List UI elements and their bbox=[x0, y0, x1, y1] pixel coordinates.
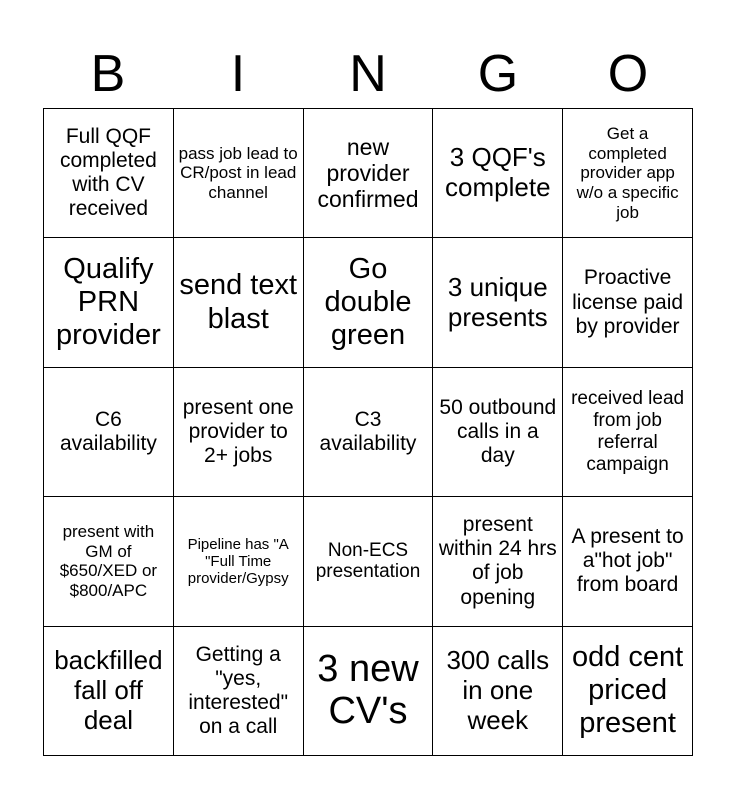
bingo-cell[interactable] bbox=[433, 368, 563, 497]
bingo-cell[interactable] bbox=[433, 109, 563, 238]
bingo-cell[interactable] bbox=[174, 109, 304, 238]
cell-text: odd cent priced present bbox=[571, 640, 684, 740]
cell-text: Pipeline has "A "Full Time provider/Gypsy bbox=[187, 535, 289, 588]
bingo-cell[interactable] bbox=[433, 627, 563, 756]
cell-text: C6 availability bbox=[59, 407, 157, 455]
cell-text: C3 availability bbox=[319, 407, 417, 455]
bingo-header bbox=[43, 40, 693, 108]
cell-text: present one provider to 2+ jobs bbox=[182, 395, 294, 468]
bingo-cell[interactable] bbox=[563, 238, 693, 367]
bingo-cell[interactable] bbox=[563, 497, 693, 626]
bingo-cell[interactable] bbox=[304, 238, 434, 367]
cell-text: Get a completed provider app w/o a specific job bbox=[576, 124, 679, 222]
bingo-cell[interactable] bbox=[433, 238, 563, 367]
bingo-board bbox=[43, 108, 693, 756]
header-letter-b: B bbox=[90, 45, 126, 103]
bingo-cell[interactable] bbox=[563, 627, 693, 756]
cell-text: 3 new CV's bbox=[317, 647, 419, 732]
bingo-cell[interactable] bbox=[44, 368, 174, 497]
bingo-cell[interactable] bbox=[563, 368, 693, 497]
bingo-cell[interactable] bbox=[174, 627, 304, 756]
bingo-cell[interactable] bbox=[174, 238, 304, 367]
bingo-cell[interactable] bbox=[44, 109, 174, 238]
bingo-cell[interactable] bbox=[304, 497, 434, 626]
header-letter-o: O bbox=[607, 45, 649, 103]
bingo-cell[interactable] bbox=[44, 497, 174, 626]
bingo-cell[interactable] bbox=[304, 368, 434, 497]
cell-text: backfilled fall off deal bbox=[54, 644, 163, 735]
cell-text: present with GM of $650/XED or $800/APC bbox=[59, 522, 158, 600]
cell-text: received lead from job referral campaign bbox=[571, 388, 685, 475]
bingo-cell[interactable] bbox=[304, 627, 434, 756]
header-letter-g: G bbox=[477, 45, 519, 103]
cell-text: Proactive license paid by provider bbox=[572, 266, 684, 338]
cell-text: Non-ECS presentation bbox=[315, 539, 421, 583]
cell-text: 300 calls in one week bbox=[446, 644, 550, 735]
bingo-cell[interactable] bbox=[563, 109, 693, 238]
header-letter-n: N bbox=[349, 45, 387, 103]
bingo-cell[interactable] bbox=[174, 497, 304, 626]
cell-text: send text blast bbox=[179, 269, 298, 335]
bingo-cell[interactable] bbox=[174, 368, 304, 497]
cell-text: Getting a "yes, interested" on a call bbox=[188, 642, 289, 738]
bingo-cell[interactable] bbox=[44, 627, 174, 756]
cell-text: A present to a"hot job" from board bbox=[571, 525, 684, 597]
header-letter-i: I bbox=[230, 45, 246, 103]
cell-text: new provider confirmed bbox=[317, 133, 419, 213]
cell-text: 3 QQF's complete bbox=[445, 142, 551, 203]
bingo-cell[interactable] bbox=[44, 238, 174, 367]
bingo-cell[interactable] bbox=[304, 109, 434, 238]
cell-text: Go double green bbox=[324, 252, 412, 352]
cell-text: Qualify PRN provider bbox=[56, 252, 161, 352]
cell-text: pass job lead to CR/post in lead channel bbox=[178, 143, 298, 202]
cell-text: 3 unique presents bbox=[447, 271, 548, 332]
bingo-cell[interactable] bbox=[433, 497, 563, 626]
cell-text: 50 outbound calls in a day bbox=[439, 395, 557, 468]
cell-text: Full QQF completed with CV received bbox=[59, 124, 157, 221]
cell-text: present within 24 hrs of job opening bbox=[438, 513, 557, 609]
